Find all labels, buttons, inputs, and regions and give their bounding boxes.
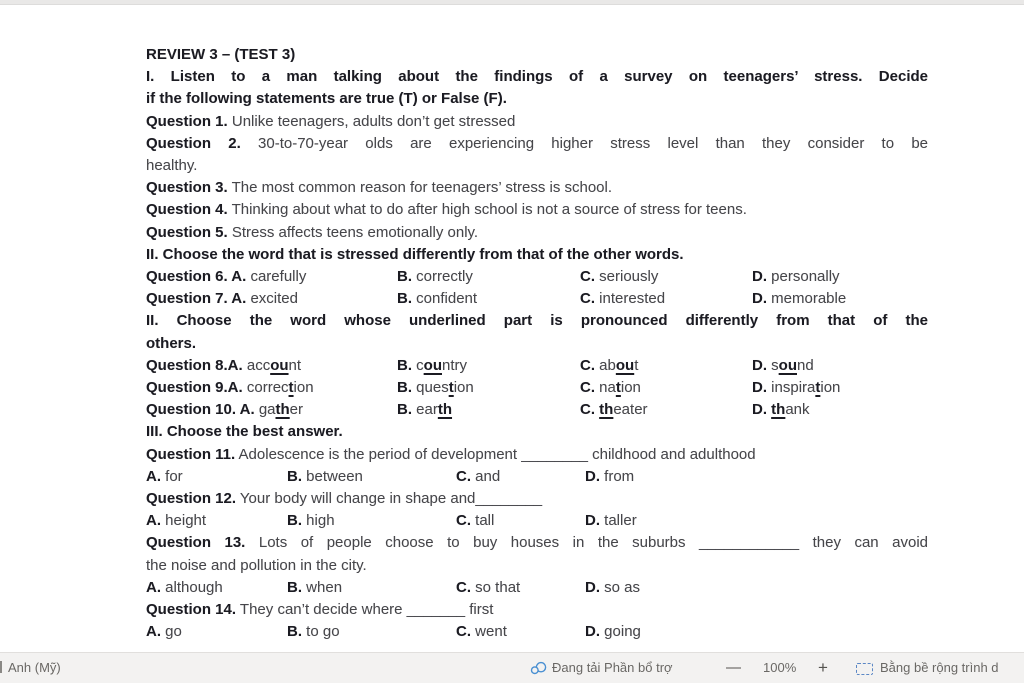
bold-text: Question 14.: [146, 601, 237, 619]
zoom-out-button[interactable]: —: [726, 659, 741, 676]
bold-text: Question 2.: [146, 134, 241, 152]
addin-cloud-icon: [530, 661, 548, 675]
status-bar: [0, 652, 1024, 683]
option-c: C. seriously: [580, 268, 659, 286]
question-options-row: [146, 399, 928, 421]
bold-text: Question 3.: [146, 179, 228, 197]
document-content: [146, 44, 928, 643]
bold-text: Question 5.: [146, 223, 228, 241]
text: Adolescence is the period of development ________ childhood and adulthood: [235, 445, 756, 463]
text-line: [146, 555, 928, 577]
options-row: [146, 510, 928, 532]
fit-width-button[interactable]: Bằng bề rộng trình d: [880, 660, 999, 675]
bold-text: Question 1.: [146, 112, 228, 130]
option-c: C. so that: [456, 578, 521, 596]
option-b: B. between: [287, 467, 363, 485]
option-d: D. thank: [752, 401, 810, 419]
option-b: B. high: [287, 512, 335, 530]
option-a: A. for: [146, 467, 183, 485]
bold-text: Question 4.: [146, 201, 228, 219]
underlined-part: ou: [778, 356, 797, 374]
question-and-option-a: Question 9.A. correction: [146, 379, 314, 397]
underlined-part: th: [437, 401, 453, 419]
fit-width-icon: [856, 663, 873, 675]
option-c: C. interested: [580, 290, 666, 308]
underlined-part: t: [815, 379, 821, 397]
section-heading: [146, 244, 928, 266]
option-d: D. going: [585, 623, 641, 641]
question-line: [146, 199, 928, 221]
language-button[interactable]: Anh (Mỹ): [8, 660, 61, 675]
bold-text: Question 11.: [146, 445, 236, 463]
option-b: B. confident: [397, 290, 478, 308]
option-c: C. about: [580, 356, 639, 374]
option-a: A. height: [146, 512, 207, 530]
option-d: D. inspiration: [752, 379, 841, 397]
question-line: [146, 111, 928, 133]
section-heading: [146, 66, 928, 88]
bold-text: if the following statements are true (T) or False (F).: [146, 90, 507, 108]
question-and-option-a: Question 8.A. account: [146, 356, 302, 374]
text-line: [146, 88, 928, 110]
option-b: B. correctly: [397, 268, 473, 286]
question-line: [146, 488, 928, 510]
text: The most common reason for teenagers’ stress is school.: [227, 179, 613, 197]
question-line: [146, 532, 928, 554]
question-and-option-a: Question 7. A. excited: [146, 290, 298, 308]
bold-text: I. Listen to a man talking about the findings of a survey on teenagers’ stress. Decide: [146, 68, 928, 86]
option-a: A. although: [146, 578, 223, 596]
underlined-part: th: [599, 401, 614, 419]
underlined-part: ou: [615, 356, 635, 374]
bold-text: Question 12.: [146, 490, 237, 508]
option-d: D. personally: [752, 268, 840, 286]
underlined-part: ou: [270, 356, 289, 374]
question-line: [146, 599, 928, 621]
question-options-row: [146, 288, 928, 310]
text: Unlike teenagers, adults don’t get stressed: [227, 112, 516, 130]
text: 30-to-70-year olds are experiencing higher stress level than they consider to be: [240, 134, 928, 152]
bold-text: III. Choose the best answer.: [146, 423, 343, 441]
text: Lots of people choose to buy houses in the suburbs ____________ they can avoid: [245, 534, 929, 552]
option-a: A. go: [146, 623, 182, 641]
option-b: B. when: [287, 578, 343, 596]
text: Stress affects teens emotionally only.: [227, 223, 479, 241]
document-title: [146, 44, 928, 66]
option-c: C. tall: [456, 512, 495, 530]
options-row: [146, 621, 928, 643]
option-d: D. taller: [585, 512, 637, 530]
underlined-part: th: [771, 401, 786, 419]
option-c: C. theater: [580, 401, 648, 419]
option-b: B. question: [397, 379, 474, 397]
text: They can’t decide where _______ first: [236, 601, 494, 619]
option-d: D. memorable: [752, 290, 847, 308]
text: Your body will change in shape and________: [236, 490, 543, 508]
question-and-option-a: Question 10. A. gather: [146, 401, 304, 419]
text: the noise and pollution in the city.: [146, 556, 367, 574]
text-line: [146, 333, 928, 355]
text-line: [146, 155, 928, 177]
bold-text: Question 13.: [146, 534, 246, 552]
underlined-part: ou: [423, 356, 442, 374]
option-c: C. went: [456, 623, 507, 641]
option-b: B. to go: [287, 623, 340, 641]
question-line: [146, 133, 928, 155]
option-b: B. earth: [397, 401, 453, 419]
zoom-in-button[interactable]: +: [818, 658, 828, 677]
text: Thinking about what to do after high school is not a source of stress for teens.: [227, 201, 747, 219]
underlined-part: t: [615, 379, 621, 397]
clipped-text-fragment: [0, 661, 2, 673]
option-d: D. sound: [752, 356, 814, 374]
underlined-part: t: [448, 379, 454, 397]
option-c: C. nation: [580, 379, 641, 397]
question-line: [146, 177, 928, 199]
zoom-level[interactable]: 100%: [763, 660, 797, 675]
section-heading: [146, 421, 928, 443]
question-options-row: [146, 266, 928, 288]
option-c: C. and: [456, 467, 501, 485]
option-d: D. from: [585, 467, 635, 485]
question-options-row: [146, 355, 928, 377]
addin-loading-status[interactable]: Đang tải Phần bổ trợ: [552, 660, 673, 675]
question-line: [146, 222, 928, 244]
options-row: [146, 577, 928, 599]
question-and-option-a: Question 6. A. carefully: [146, 268, 307, 286]
options-row: [146, 466, 928, 488]
underlined-part: th: [275, 401, 290, 419]
question-line: [146, 444, 928, 466]
text: healthy.: [146, 157, 198, 175]
option-b: B. country: [397, 356, 468, 374]
bold-text: II. Choose the word whose underlined part is pronounced differently from that of the: [146, 312, 928, 330]
option-d: D. so as: [585, 578, 641, 596]
underlined-part: t: [288, 379, 294, 397]
question-options-row: [146, 377, 928, 399]
document-page[interactable]: [0, 5, 1024, 652]
bold-text: REVIEW 3 – (TEST 3): [146, 46, 296, 63]
section-heading: [146, 310, 928, 332]
bold-text: II. Choose the word that is stressed differently from that of the other words.: [146, 245, 684, 263]
bold-text: others.: [146, 334, 197, 352]
